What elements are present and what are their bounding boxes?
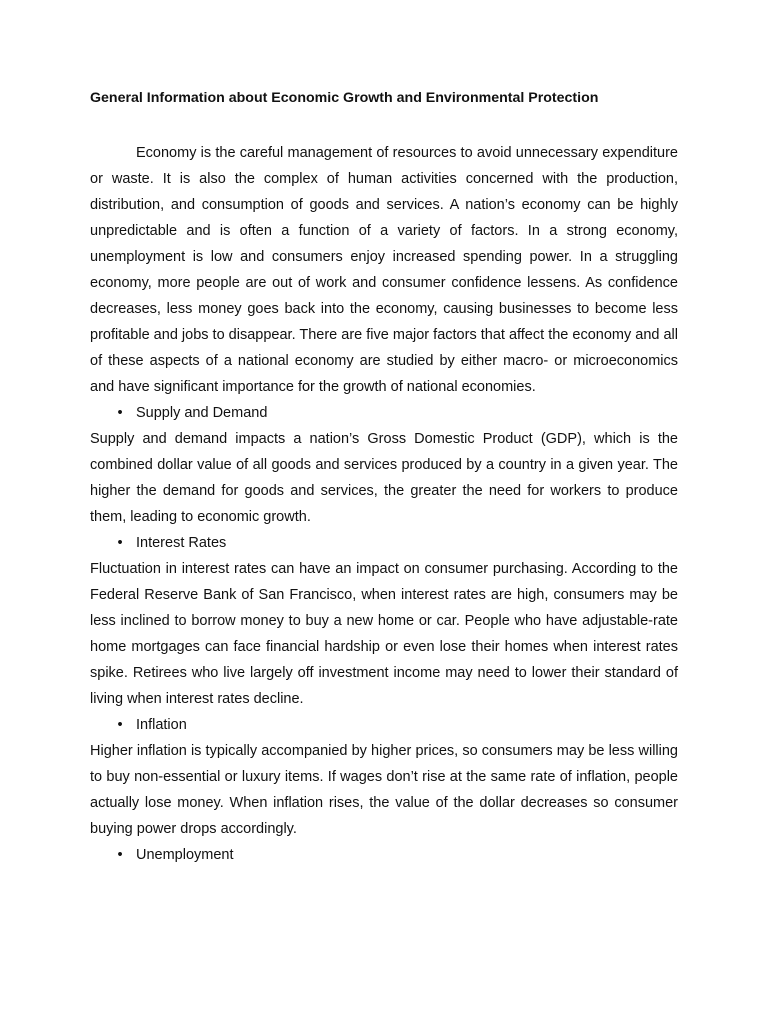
bullet-inflation [90,712,678,738]
section-heading: Interest Rates [136,535,227,551]
inflation-paragraph: Higher inflation is typically accompanied by higher prices, so consumers may be less willing to buy non-essential or luxury items. If wages don’t rise at the same rate of inflation, people actually lose money. When inflation rises, the value of the dollar decreases so consumer buying power drops accordingly. [90,743,678,837]
bullet-interest-rates [90,530,678,556]
bullet-icon: • [117,717,123,733]
supply-and-demand-paragraph: Supply and demand impacts a nation’s Gross Domestic Product (GDP), which is the combined dollar value of all goods and services produced by a country in a given year. The higher the demand for goods and services, the greater the need for workers to produce them, leading to economic growth. [90,431,678,525]
section-heading: Inflation [136,717,187,733]
bullet-icon: • [117,405,123,421]
bullet-supply-and-demand [90,400,678,426]
bullet-icon: • [117,535,123,551]
section-heading: Unemployment [136,847,234,863]
document-page [90,88,678,868]
section-heading: Supply and Demand [136,405,268,421]
intro-paragraph: Economy is the careful management of resources to avoid unnecessary expenditure or waste. It is also the complex of human activities concerned with the production, distribution, and consumption of goods and services. A nation’s economy can be highly unpredictable and is often a function of a variety of factors. In a strong economy, unemployment is low and consumers enjoy increased spending power. In a struggling economy, more people are out of work and consumer confidence lessens. As confidence decreases, less money goes back into the economy, causing businesses to become less profitable and jobs to disappear. There are five major factors that affect the economy and all of these aspects of a national economy are studied by either macro- or microeconomics and have significant importance for the growth of national economies. [90,145,678,395]
document-title: General Information about Economic Growth and Environmental Protection [90,90,599,106]
bullet-icon: • [117,847,123,863]
interest-rates-paragraph: Fluctuation in interest rates can have an impact on consumer purchasing. According to the Federal Reserve Bank of San Francisco, when interest rates are high, consumers may be less inclined to borrow money to buy a new home or car. People who have adjustable-rate home mortgages can face financial hardship or even lose their homes when interest rates spike. Retirees who live largely off investment income may need to lower their standard of living when interest rates decline. [90,561,678,707]
bullet-unemployment [90,842,678,868]
